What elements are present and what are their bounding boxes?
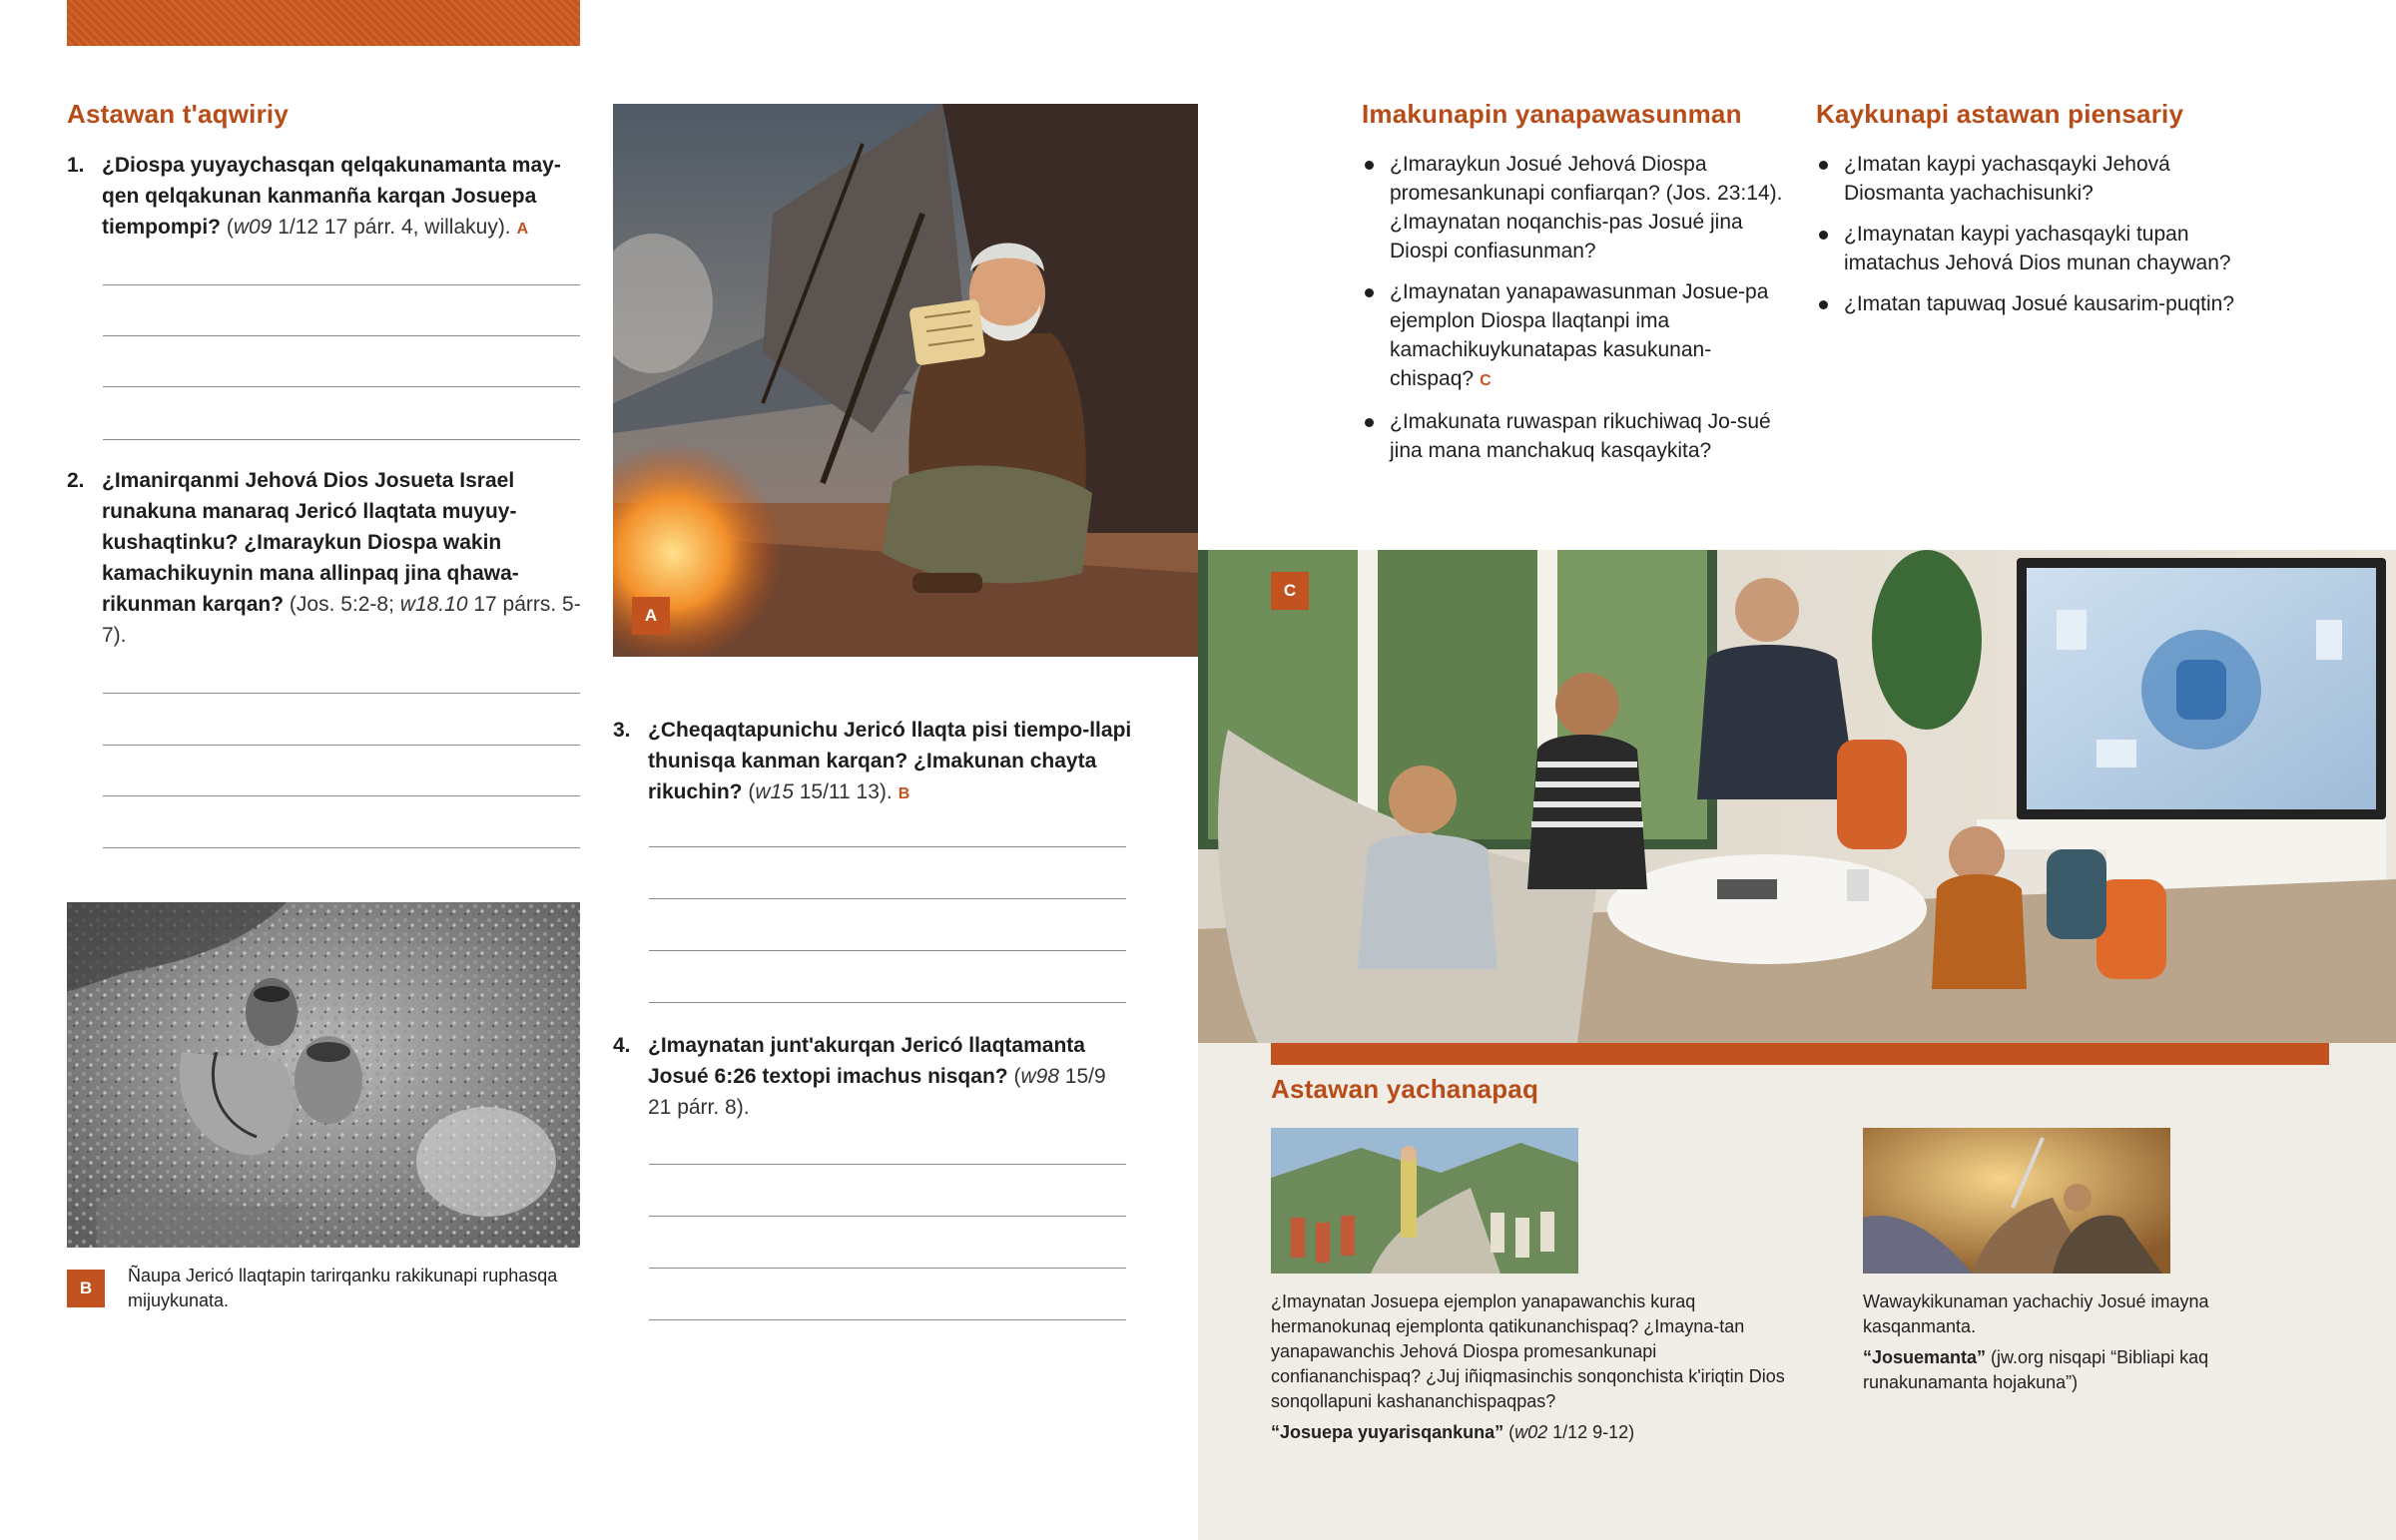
decorative-top-strip [67, 0, 580, 46]
question-1-number: 1. [67, 154, 85, 177]
question-2: 2. ¿Imanirqanmi Jehová Dios Josueta Israel runakuna manaraq Jericó llaqtata muyuy-kushaqtinku? ¿Imaraykun Diospa wakin kamachikuynin mana allinpaq jina qhawa-rikunman karqan? (Jos. 5:2-8; w18.10 17 párrs. 5-7). [67, 465, 586, 651]
study-item-1-text: ¿Imaynatan Josuepa ejemplon yanapawanchis kuraq hermanokunaq ejemplonta qatikunanchispaq? ¿Imayna-tan yanapawanchis Jehová Diospa promesankunapi confiananchispaq? ¿Juj iñiqmasinchis sonqonchista k'iriqtin Dios sonqollapuni kashananchispaqpas? [1271, 1291, 1785, 1411]
answer-line[interactable] [649, 846, 1126, 847]
question-1-text: ¿Diospa yuyaychasqan qelqakunamanta may-qen qelqakunan kanmanña karqan Josuepa tiempompi? [102, 154, 561, 239]
question-3: 3. ¿Cheqaqtapunichu Jericó llaqta pisi tiempo-llapi thunisqa kanman karqan? ¿Imakunan chayta rikuchin? (w15 15/11 13). B [613, 715, 1132, 809]
answer-line[interactable] [649, 1002, 1126, 1003]
question-4: 4. ¿Imaynatan junt'akurqan Jericó llaqtamanta Josué 6:26 textopi imachus nisqan? (w98 15/9 21 párr. 8). [613, 1030, 1132, 1123]
question-4-text: ¿Imaynatan junt'akurqan Jericó llaqtamanta Josué 6:26 textopi imachus nisqan? [648, 1034, 1085, 1088]
question-1: 1. ¿Diospa yuyaychasqan qelqakunamanta may-qen qelqakunan kanmanña karqan Josuepa tiempompi? (w09 1/12 17 párr. 4, willakuy). A [67, 150, 586, 245]
answer-line[interactable] [103, 335, 580, 336]
answer-line[interactable] [649, 1268, 1126, 1269]
question-3-text: ¿Cheqaqtapunichu Jericó llaqta pisi tiempo-llapi thunisqa kanman karqan? ¿Imakunan chayta rikuchin? [648, 719, 1132, 803]
list-item: ¿Imakunata ruwaspan rikuchiwaq Jo-sué jina mana manchakuq kasqaykita? [1362, 407, 1789, 465]
left-heading: Astawan t'aqwiriy [67, 99, 289, 129]
helps-heading: Imakunapin yanapawasunman [1362, 99, 1742, 129]
image-ref-marker: B [898, 785, 910, 802]
question-2-text: ¿Imanirqanmi Jehová Dios Josueta Israel runakuna manaraq Jericó llaqtata muyuy-kushaqtinku? ¿Imaraykun Diospa wakin kamachikuynin mana allinpaq jina qhawa-rikunman karqan? [102, 469, 519, 616]
joshua-reading-scroll-illustration [613, 104, 1198, 657]
joshua-battle-illustration[interactable] [1863, 1128, 2170, 1274]
ruins-caption: Ñaupa Jericó llaqtapin tarirqanku rakikunapi ruphasqa mijuykunata. [128, 1266, 558, 1310]
question-3-number: 3. [613, 719, 631, 742]
answer-line[interactable] [103, 693, 580, 694]
list-item: ¿Imaraykun Josué Jehová Diospa promesankunapi confiarqan? (Jos. 23:14). ¿Imaynatan noqanchis-pas Josué jina Diospi confiasunman? [1362, 150, 1789, 265]
list-item: ¿Imatan tapuwaq Josué kausarim-puqtin? [1816, 289, 2245, 318]
image-tag-a: A [632, 597, 670, 635]
photo-tag-b: B [67, 1270, 105, 1307]
answer-line[interactable] [103, 386, 580, 387]
list-item: ¿Imaynatan yanapawasunman Josue-pa ejemplon Diospa llaqtanpi ima kamachikuykunatapas kasukunan-chispaq? C [1362, 277, 1789, 395]
study-item-1 [1271, 1289, 1810, 1445]
study-item-2-text: Wawaykikunaman yachachiy Josué imayna kasqanmanta. [1863, 1291, 2209, 1336]
photo-tag-c: C [1271, 572, 1309, 610]
reflect-bullet-list [1816, 150, 2245, 330]
family-preparedness-photo [1198, 550, 2396, 1043]
answer-line[interactable] [649, 1319, 1126, 1320]
reflect-heading: Kaykunapi astawan piensariy [1816, 99, 2184, 129]
answer-line[interactable] [649, 1164, 1126, 1165]
answer-line[interactable] [649, 898, 1126, 899]
list-item: ¿Imaynatan kaypi yachasqayki tupan imatachus Jehová Dios munan chaywan? [1816, 220, 2245, 277]
helps-bullet-list [1362, 150, 1789, 477]
list-item: ¿Imatan kaypi yachasqayki Jehová Diosmanta yachachisunki? [1816, 150, 2245, 208]
answer-line[interactable] [103, 439, 580, 440]
jericho-ruins-photo [67, 902, 580, 1248]
section-divider-bar [1271, 1043, 2329, 1065]
image-ref-marker: C [1480, 372, 1492, 389]
answer-line[interactable] [103, 745, 580, 746]
question-4-number: 4. [613, 1034, 631, 1057]
answer-line[interactable] [649, 950, 1126, 951]
question-2-number: 2. [67, 469, 85, 492]
israelites-crossing-illustration[interactable] [1271, 1128, 1578, 1274]
study-item-2-link[interactable]: “Josuemanta” (jw.org nisqapi “Bibliapi kaq runakunamanta hojakuna”) [1863, 1347, 2209, 1392]
study-item-1-link[interactable]: “Josuepa yuyarisqankuna” (w02 1/12 9-12) [1271, 1422, 1635, 1442]
answer-line[interactable] [103, 284, 580, 285]
image-ref-marker: A [516, 221, 529, 238]
further-study-heading: Astawan yachanapaq [1271, 1074, 1539, 1104]
answer-line[interactable] [103, 795, 580, 796]
answer-line[interactable] [649, 1216, 1126, 1217]
study-item-2 [1863, 1289, 2282, 1395]
answer-line[interactable] [103, 847, 580, 848]
